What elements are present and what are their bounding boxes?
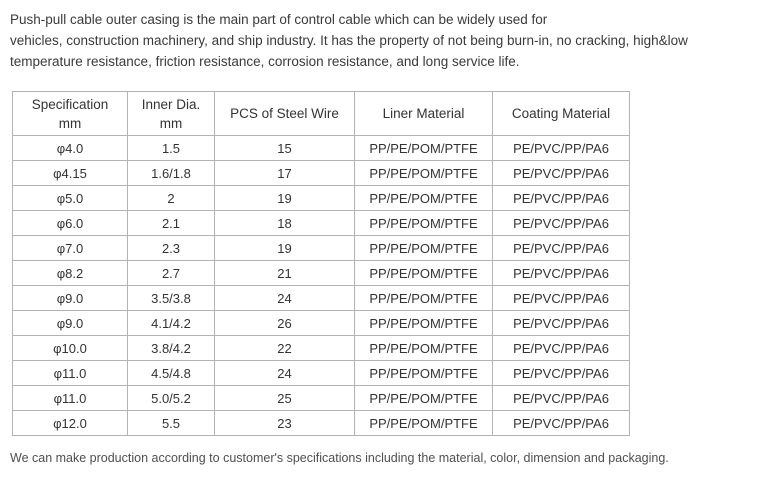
cell-specification: φ11.0 <box>13 386 128 411</box>
cell-specification: φ8.2 <box>13 261 128 286</box>
column-header-liner-material <box>355 92 493 136</box>
cell-coating-material: PE/PVC/PP/PA6 <box>493 161 630 186</box>
table-header-row <box>13 92 630 136</box>
cell-coating-material: PE/PVC/PP/PA6 <box>493 236 630 261</box>
cell-inner-dia: 1.6/1.8 <box>128 161 215 186</box>
table-row <box>13 311 630 336</box>
table-row <box>13 136 630 161</box>
cell-specification: φ4.0 <box>13 136 128 161</box>
cell-coating-material: PE/PVC/PP/PA6 <box>493 336 630 361</box>
cell-pcs-steel-wire: 22 <box>215 336 355 361</box>
cell-pcs-steel-wire: 19 <box>215 236 355 261</box>
column-header-inner-dia <box>128 92 215 136</box>
cell-inner-dia: 2.1 <box>128 211 215 236</box>
cell-liner-material: PP/PE/POM/PTFE <box>355 411 493 436</box>
cell-liner-material: PP/PE/POM/PTFE <box>355 336 493 361</box>
cell-pcs-steel-wire: 17 <box>215 161 355 186</box>
table-body <box>13 136 630 436</box>
column-header-specification <box>13 92 128 136</box>
cell-inner-dia: 1.5 <box>128 136 215 161</box>
intro-paragraph <box>0 0 765 72</box>
cell-liner-material: PP/PE/POM/PTFE <box>355 361 493 386</box>
cell-coating-material: PE/PVC/PP/PA6 <box>493 411 630 436</box>
cell-pcs-steel-wire: 24 <box>215 286 355 311</box>
column-header-label: Coating Material <box>511 106 611 121</box>
cell-inner-dia: 5.0/5.2 <box>128 386 215 411</box>
table-row <box>13 411 630 436</box>
column-header-label: Inner Dia. <box>141 96 201 112</box>
table-row <box>13 336 630 361</box>
column-header-coating-material <box>493 92 630 136</box>
column-header-unit: mm <box>159 115 183 131</box>
cell-specification: φ9.0 <box>13 311 128 336</box>
column-header-label: Liner Material <box>382 106 465 121</box>
cell-inner-dia: 4.1/4.2 <box>128 311 215 336</box>
cell-inner-dia: 2.7 <box>128 261 215 286</box>
column-header-pcs-steel-wire <box>215 92 355 136</box>
cell-specification: φ7.0 <box>13 236 128 261</box>
cell-specification: φ4.15 <box>13 161 128 186</box>
footer-note: We can make production according to customer's specifications including the material, color, dimension and packaging. <box>10 451 669 465</box>
cell-specification: φ11.0 <box>13 361 128 386</box>
cell-pcs-steel-wire: 26 <box>215 311 355 336</box>
cell-pcs-steel-wire: 24 <box>215 361 355 386</box>
cell-coating-material: PE/PVC/PP/PA6 <box>493 261 630 286</box>
cell-pcs-steel-wire: 15 <box>215 136 355 161</box>
cell-coating-material: PE/PVC/PP/PA6 <box>493 386 630 411</box>
cell-inner-dia: 2.3 <box>128 236 215 261</box>
cell-pcs-steel-wire: 18 <box>215 211 355 236</box>
cell-coating-material: PE/PVC/PP/PA6 <box>493 361 630 386</box>
intro-line-1: Push-pull cable outer casing is the main part of control cable which can be widely used for <box>10 12 548 27</box>
column-header-label: Specification <box>31 96 109 112</box>
cell-liner-material: PP/PE/POM/PTFE <box>355 136 493 161</box>
cell-pcs-steel-wire: 25 <box>215 386 355 411</box>
cell-liner-material: PP/PE/POM/PTFE <box>355 286 493 311</box>
cell-specification: φ9.0 <box>13 286 128 311</box>
table-row <box>13 286 630 311</box>
table-row <box>13 236 630 261</box>
cell-coating-material: PE/PVC/PP/PA6 <box>493 211 630 236</box>
cell-inner-dia: 2 <box>128 186 215 211</box>
cell-inner-dia: 5.5 <box>128 411 215 436</box>
cell-coating-material: PE/PVC/PP/PA6 <box>493 286 630 311</box>
cell-liner-material: PP/PE/POM/PTFE <box>355 261 493 286</box>
table-row <box>13 386 630 411</box>
cell-pcs-steel-wire: 19 <box>215 186 355 211</box>
intro-line-2: vehicles, construction machinery, and ship industry. It has the property of not being burn-in, no cracking, high&low <box>10 33 688 48</box>
cell-inner-dia: 3.5/3.8 <box>128 286 215 311</box>
cell-coating-material: PE/PVC/PP/PA6 <box>493 311 630 336</box>
cell-coating-material: PE/PVC/PP/PA6 <box>493 136 630 161</box>
cell-liner-material: PP/PE/POM/PTFE <box>355 386 493 411</box>
cell-specification: φ5.0 <box>13 186 128 211</box>
spec-table <box>12 91 630 436</box>
cell-liner-material: PP/PE/POM/PTFE <box>355 211 493 236</box>
table-row <box>13 261 630 286</box>
table-row <box>13 361 630 386</box>
cell-inner-dia: 3.8/4.2 <box>128 336 215 361</box>
column-header-label: PCS of Steel Wire <box>230 106 339 121</box>
cell-specification: φ6.0 <box>13 211 128 236</box>
cell-inner-dia: 4.5/4.8 <box>128 361 215 386</box>
cell-coating-material: PE/PVC/PP/PA6 <box>493 186 630 211</box>
table-row <box>13 211 630 236</box>
table-row <box>13 161 630 186</box>
cell-specification: φ12.0 <box>13 411 128 436</box>
cell-liner-material: PP/PE/POM/PTFE <box>355 186 493 211</box>
column-header-unit: mm <box>58 115 82 131</box>
cell-pcs-steel-wire: 21 <box>215 261 355 286</box>
table-row <box>13 186 630 211</box>
cell-pcs-steel-wire: 23 <box>215 411 355 436</box>
intro-line-3: temperature resistance, friction resistance, corrosion resistance, and long service life. <box>10 54 520 69</box>
cell-liner-material: PP/PE/POM/PTFE <box>355 311 493 336</box>
cell-liner-material: PP/PE/POM/PTFE <box>355 161 493 186</box>
cell-liner-material: PP/PE/POM/PTFE <box>355 236 493 261</box>
cell-specification: φ10.0 <box>13 336 128 361</box>
